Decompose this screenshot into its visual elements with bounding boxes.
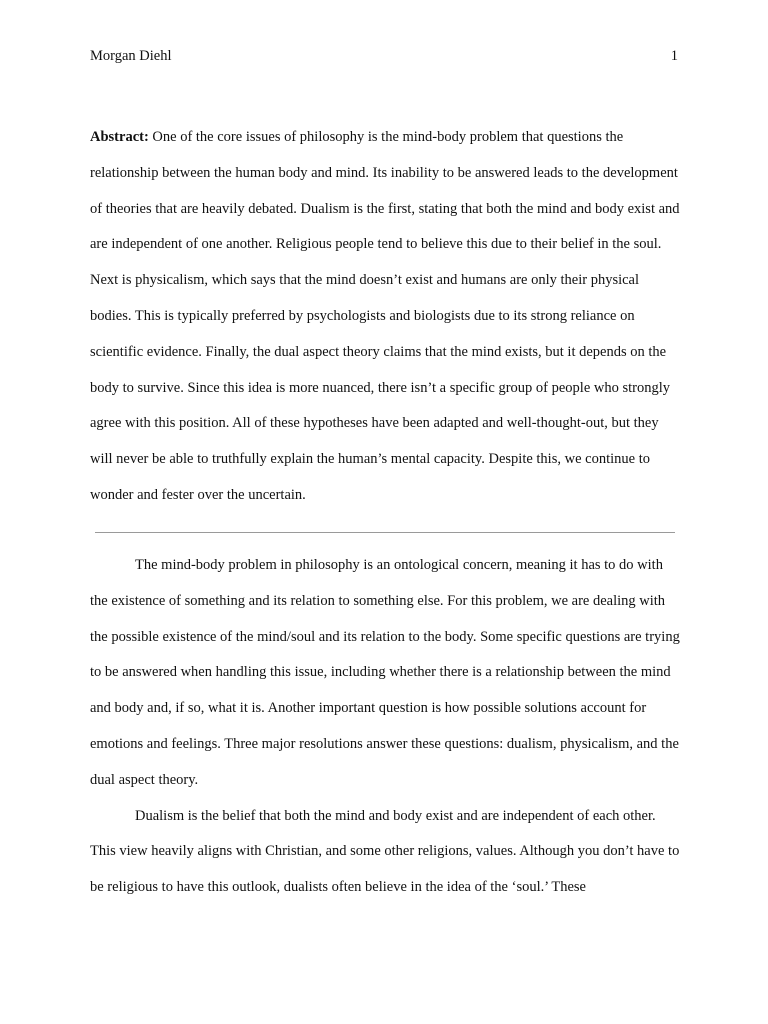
author-name: Morgan Diehl: [90, 48, 172, 64]
abstract-section: [90, 120, 680, 514]
body-paragraph-2: Dualism is the belief that both the mind and body exist and are independent of each other. This view heavily aligns with Christian, and some other religions, values. Although you don’t have to be religious to have this outlook, dualists often believe in the idea of the ‘soul.’ These: [90, 807, 680, 896]
abstract-text: One of the core issues of philosophy is the mind-body problem that questions the relationship between the human body and mind. Its inability to be answered leads to the development of theories that are heavily debated. Dualism is the first, stating that both the mind and body exist and are independent of one another. Religious people tend to believe this due to their belief in the soul. Next is physicalism, which says that the mind doesn’t exist and humans are only their physical bodies. This is typically preferred by psychologists and biologists due to its strong reliance on scientific evidence. Finally, the dual aspect theory claims that the mind exists, but it depends on the body to survive. Since this idea is more nuanced, there isn’t a specific group of people who strongly agree with this position. All of these hypotheses have been adapted and well-thought-out, but they will never be able to truthfully explain the human’s mental capacity. Despite this, we continue to wonder and fester over the uncertain.: [90, 129, 680, 503]
abstract-paragraph: [90, 120, 680, 514]
page-header: [90, 46, 678, 66]
main-body: [90, 548, 682, 906]
section-divider: [95, 532, 675, 533]
page-number: 1: [670, 48, 678, 64]
abstract-label: Abstract:: [90, 129, 149, 145]
body-paragraph-1: The mind-body problem in philosophy is an ontological concern, meaning it has to do with the existence of something and its relation to something else. For this problem, we are dealing with the possible existence of the mind/soul and its relation to the body. Some specific questions are trying to be answered when handling this issue, including whether there is a relationship between the mind and body and, if so, what it is. Another important question is how possible solutions account for emotions and feelings. Three major resolutions answer these questions: dualism, physicalism, and the dual aspect theory.: [90, 557, 680, 788]
